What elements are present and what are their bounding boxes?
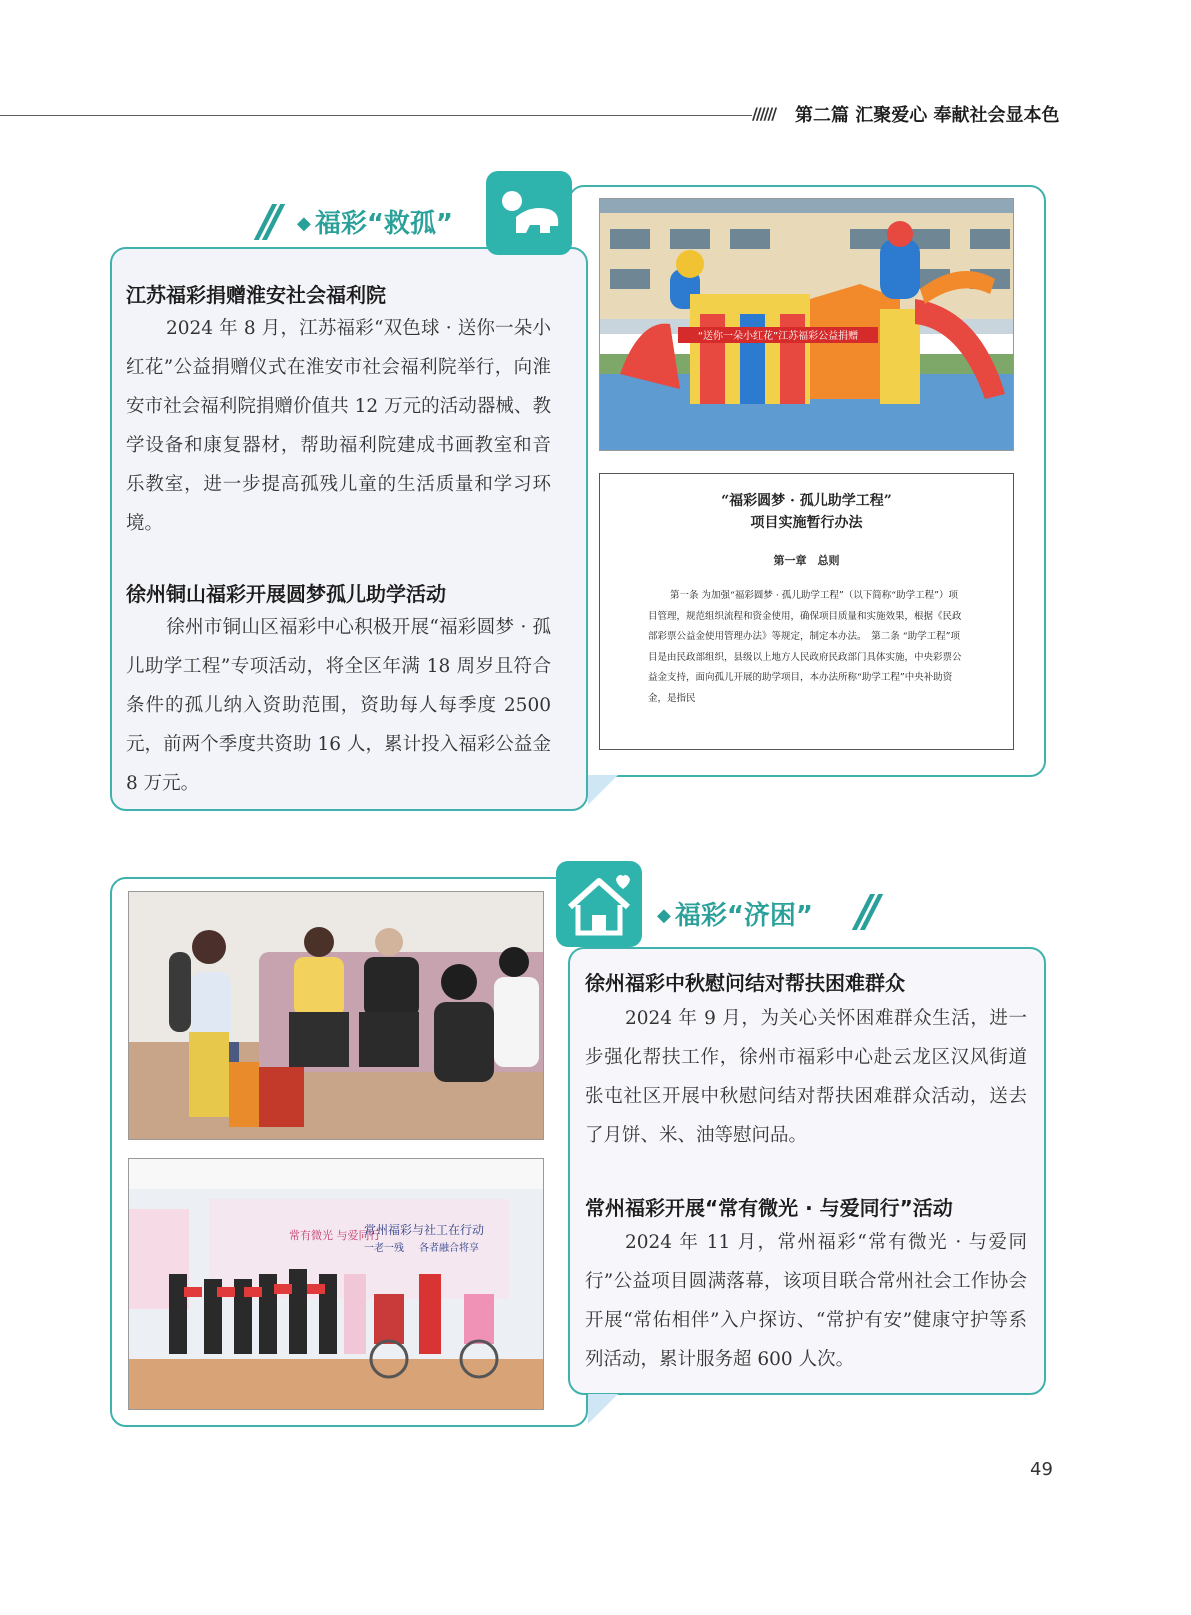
document-title: “福彩圆梦 · 孤儿助学工程” (721, 493, 892, 509)
event-banner-right: 常州福彩与社工在行动 (364, 1223, 485, 1237)
document-body: 第一条 为加强“福彩圆梦 · 孤儿助学工程”（以下简称“助学工程”）项目管理，规范组织流程和资金使用，确保项目质量和实施效果，根据《民政部彩票公益金使用管理办法》等规定，制定本办法。 第二条 “助学工程”项目是由民政部组织，县级以上地方人民政府民政部门具体实施，中央彩票公益金支持，面向孤儿开展的助学项目，本办法所称“助学工程”中央补助资金，是指民 (648, 590, 962, 704)
section1-panel-tail (586, 775, 620, 807)
child-crawling-icon (486, 171, 572, 255)
section2-heading-slashes: // (856, 886, 873, 937)
diamond-icon: ◆ (297, 213, 311, 234)
home-visit-photo (128, 891, 544, 1140)
house-heart-icon (556, 861, 642, 947)
article-body-text: 2024 年 11 月，常州福彩“常有微光 · 与爱同行”公益项目圆满落幕，该项目联合常州社会工作协会开展“常佑相伴”入户探访、“常护有安”健康守护等系列活动，累计服务超 600 人次。 (585, 1232, 1027, 1370)
document-chapter: 第一章 总则 (773, 554, 840, 567)
article-title: 徐州福彩中秋慰问结对帮扶困难群众 (585, 971, 905, 995)
section1-heading-text: 福彩“救孤” (314, 209, 454, 239)
article-body (126, 309, 551, 543)
event-banner-left: 常有微光 与爱同行 (289, 1229, 381, 1242)
header-rule (0, 115, 752, 116)
article-title: 徐州铜山福彩开展圆梦孤儿助学活动 (126, 582, 446, 606)
article-body (585, 999, 1027, 1155)
regulation-document-image (599, 473, 1014, 750)
chapter-header-title: 第二篇 汇聚爱心 奉献社会显本色 (795, 105, 1060, 126)
event-illustration (129, 1159, 544, 1410)
article-body-text: 徐州市铜山区福彩中心积极开展“福彩圆梦 · 孤儿助学工程”专项活动，将全区年满 18 周岁且符合条件的孤儿纳入资助范围，资助每人每季度 2500 元，前两个季度共资助 16 人，累计投入福彩公益金 8 万元。 (126, 617, 551, 794)
photo-banner-text: “送你一朵小红花”江苏福彩公益捐赠 (697, 331, 859, 342)
event-banner-sub: 一老一残 (364, 1243, 404, 1254)
playground-illustration (600, 199, 1014, 451)
article-body-text: 2024 年 9 月，为关心关怀困难群众生活，进一步强化帮扶工作，徐州市福彩中心赴云龙区汉风街道张屯社区开展中秋慰问结对帮扶困难群众活动，送去了月饼、米、油等慰问品。 (585, 1008, 1027, 1146)
header-slashes: ////// (752, 104, 776, 123)
section1-icon-box (486, 171, 572, 255)
article-body (585, 1223, 1027, 1379)
section2-heading (657, 895, 813, 932)
article-title: 江苏福彩捐赠淮安社会福利院 (126, 283, 386, 307)
document-subtitle: 项目实施暂行办法 (750, 515, 863, 531)
article-body-text: 2024 年 8 月，江苏福彩“双色球 · 送你一朵小红花”公益捐赠仪式在淮安市社会福利院举行，向淮安市社会福利院捐赠价值共 12 万元的活动器械、教学设备和康复器材，帮助福利院建成书画教室和音乐教室，进一步提高孤残儿童的生活质量和学习环境。 (126, 318, 551, 534)
section1-heading-slashes: // (258, 196, 275, 247)
article-title: 常州福彩开展“常有微光 · 与爱同行”活动 (585, 1196, 953, 1220)
section1-heading (297, 203, 453, 240)
article-body (126, 608, 551, 803)
diamond-icon: ◆ (657, 905, 671, 926)
section2-panel-tail (586, 1394, 620, 1426)
home-visit-illustration (129, 892, 544, 1140)
page-number: 49 (1030, 1459, 1053, 1480)
event-banner-sub-tail: 各者融合将享 (419, 1243, 479, 1254)
event-group-photo (128, 1158, 544, 1410)
section2-heading-text: 福彩“济困” (674, 901, 814, 931)
section2-icon-box (556, 861, 642, 947)
playground-photo (599, 198, 1014, 451)
